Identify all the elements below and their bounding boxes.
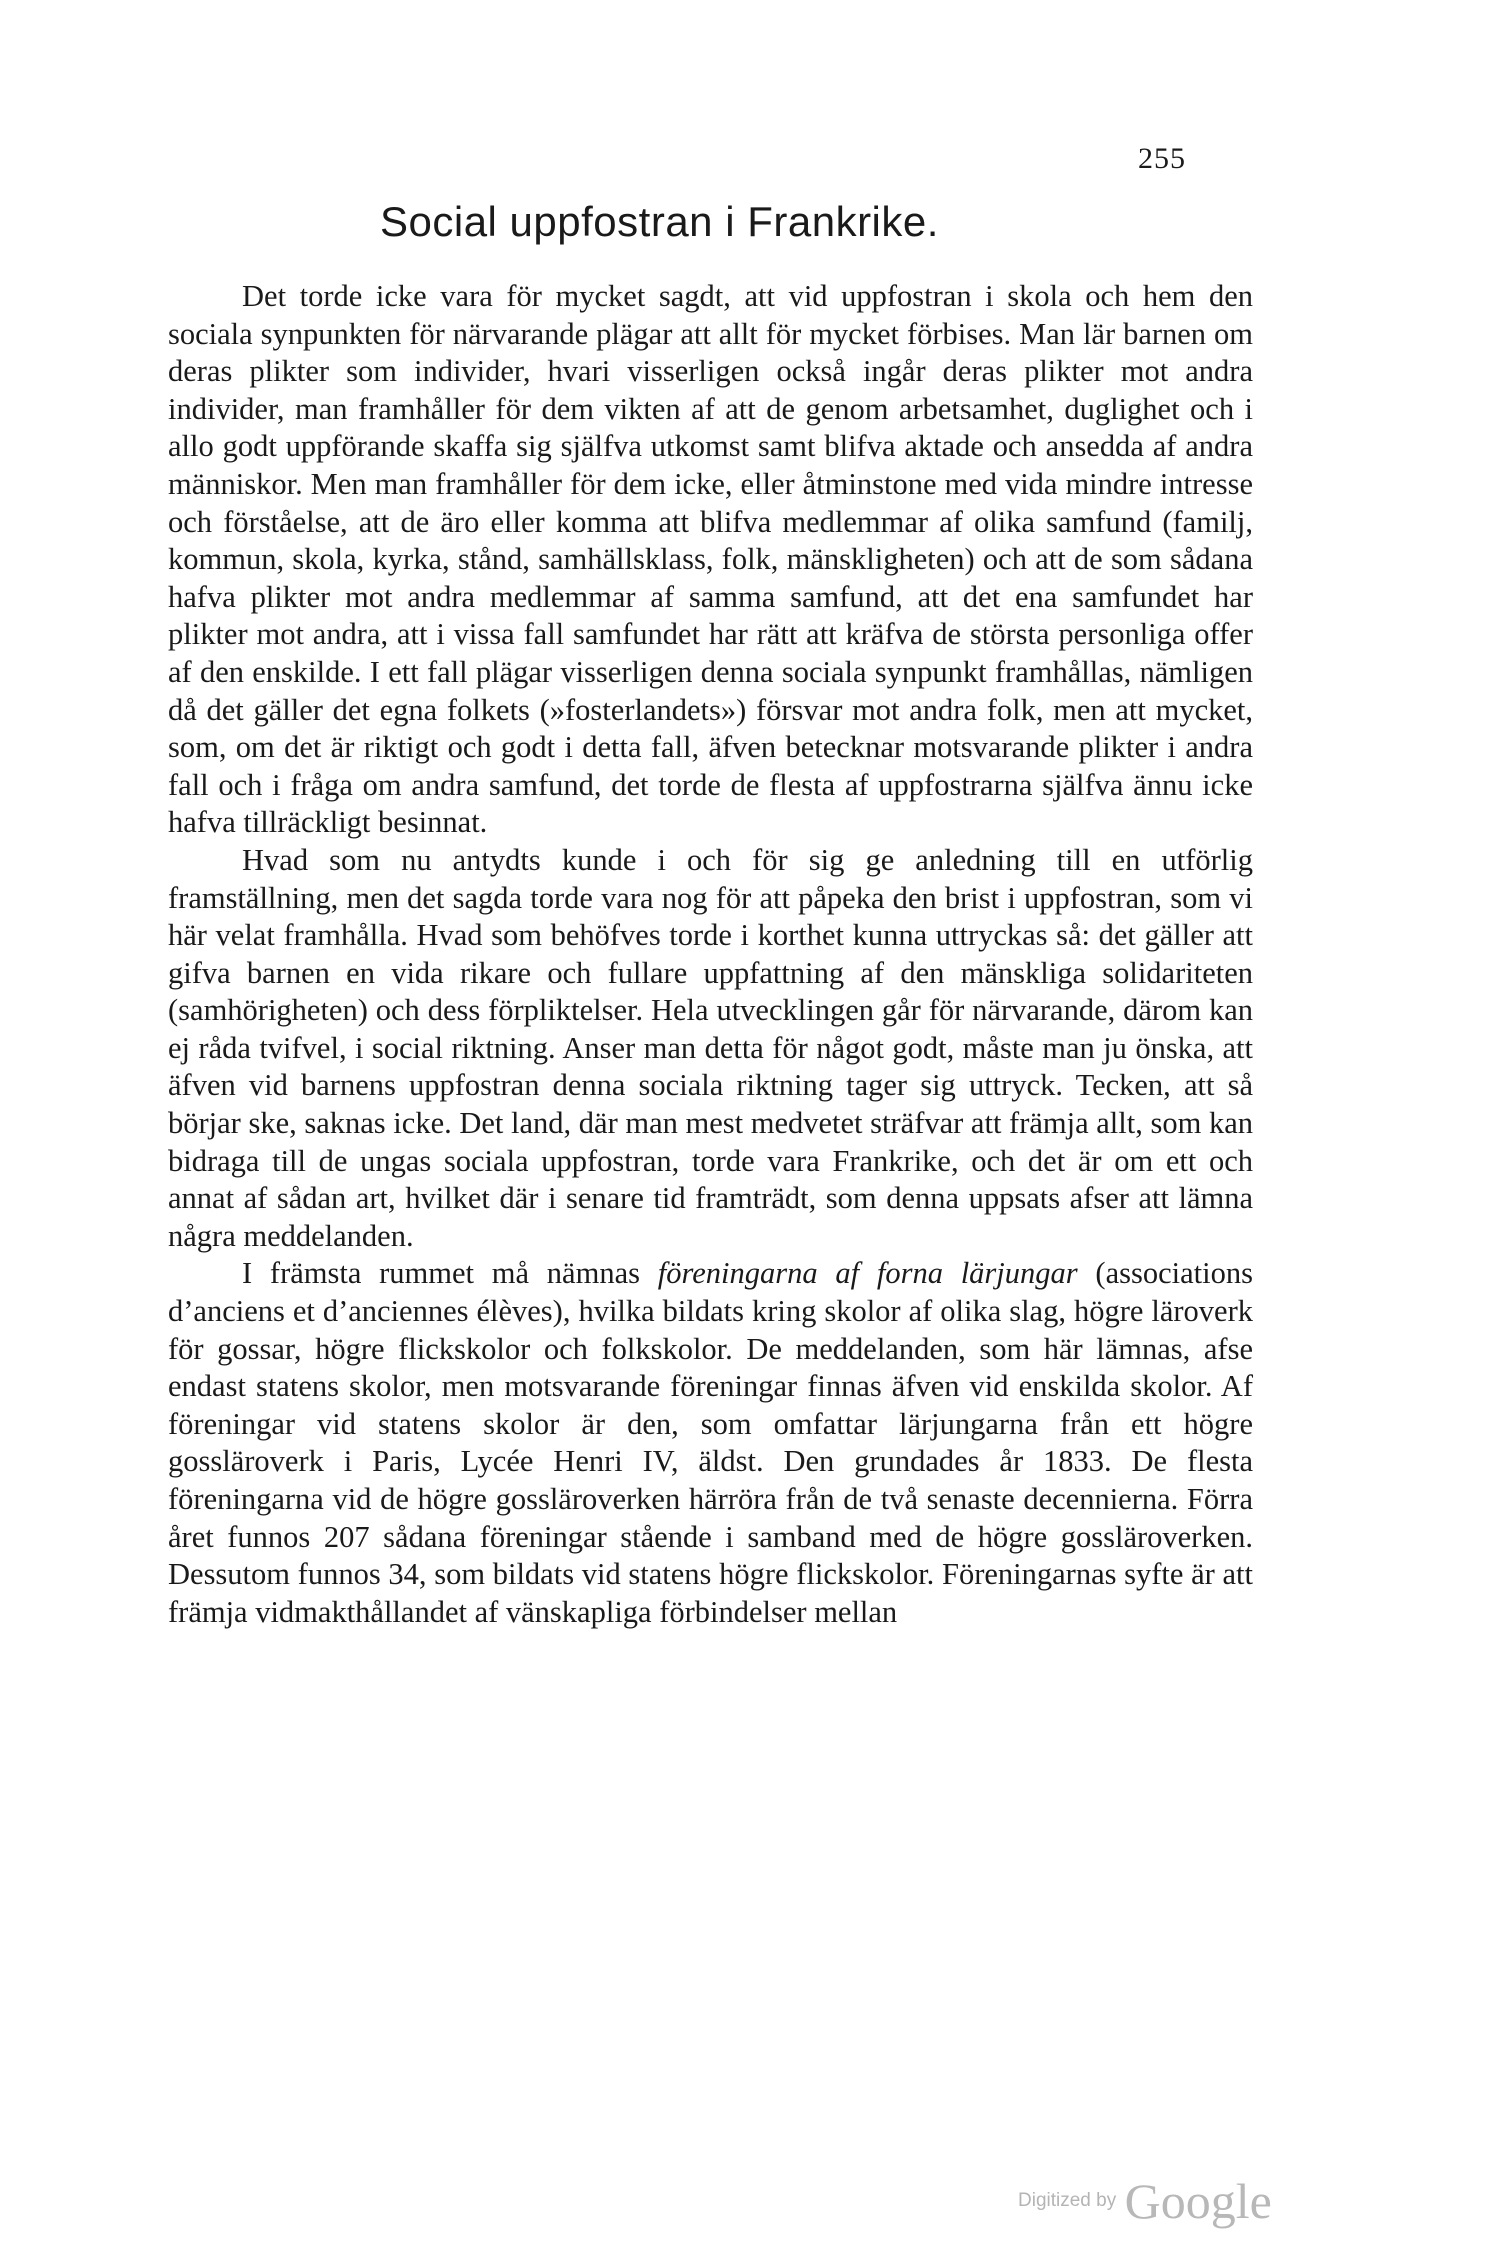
google-logo: Google: [1124, 2173, 1272, 2229]
paragraph-1: Det torde icke vara för mycket sagdt, att vid uppfostran i skola och hem den sociala synpunkten för närvarande plägar att allt för mycket förbises. Man lär barnen om deras plikter som individer, hvari visserligen också ingår deras plikter mot andra individer, man framhåller för dem vikten af att de genom arbetsamhet, duglighet och i allo godt uppförande skaffa sig själfva utkomst samt blifva aktade och ansedda af andra människor. Men man framhåller för dem icke, eller åtminstone med vida mindre intresse och förståelse, att de äro eller komma att blifva medlemmar af olika samfund (familj, kommun, skola, kyrka, stånd, samhällsklass, folk, mänskligheten) och att de som sådana hafva plikter mot andra medlemmar af samma samfund, att det ena samfundet har plikter mot andra, att i vissa fall samfundet har rätt att kräfva de största personliga offer af den enskilde. I ett fall plägar visserligen denna sociala synpunkt framhållas, nämligen då det gäller det egna folkets (»fosterlandets») försvar mot andra folk, men att mycket, som, om det är riktigt och godt i detta fall, äfven betecknar motsvarande plikter i andra fall och i fråga om andra samfund, det torde de flesta af uppfostrarna själfva ännu icke hafva tillräckligt besinnat.: [168, 279, 1253, 840]
paragraph-3: [168, 1255, 1253, 1631]
page-number: 255: [1138, 142, 1186, 175]
digitized-watermark: [1018, 2172, 1272, 2230]
paragraph-2: Hvad som nu antydts kunde i och för sig ge anledning till en utförlig framställning, men det sagda torde vara nog för att påpeka den brist i uppfostran, som vi här velat framhålla. Hvad som behöfves torde i korthet kunna uttryckas så: det gäller att gifva barnen en vida rikare och fullare uppfattning af den mänskliga solidariteten (samhörigheten) och dess förpliktelser. Hela utvecklingen går för närvarande, därom kan ej råda tvifvel, i social riktning. Anser man detta för något godt, måste man ju önska, att äfven vid barnens uppfostran denna sociala riktning tager sig uttryck. Tecken, att så börjar ske, saknas icke. Det land, där man mest medvetet sträfvar att främja allt, som kan bidraga till de ungas sociala uppfostran, torde vara Frankrike, och det är om ett och annat af sådan art, hvilket där i senare tid framträdt, som denna uppsats afser att lämna några meddelanden.: [168, 842, 1253, 1253]
paragraph-3-rest: (associations d’anciens et d’anciennes élèves), hvilka bildats kring skolor af olika slag, högre läroverk för gossar, högre flickskolor och folkskolor. De meddelanden, som här lämnas, afse endast statens skolor, men motsvarande föreningar finnas äfven vid enskilda skolor. Af föreningar vid statens skolor är den, som omfattar lärjungarna från ett högre gossläroverk i Paris, Lycée Henri IV, äldst. Den grundades år 1833. De flesta föreningarna vid de högre gossläroverken härröra från de två senaste decennierna. Förra året funnos 207 sådana föreningar stående i samband med de högre gossläroverken. Dessutom funnos 34, som bildats vid statens högre flickskolor. Föreningarnas syfte är att främja vidmakthållandet af vänskapliga förbindelser mellan: [168, 1256, 1253, 1629]
page-title: Social uppfostran i Frankrike.: [380, 198, 939, 245]
paragraph-3-lead: I främsta rummet må nämnas: [242, 1256, 658, 1291]
paragraph-3-emphasis: föreningarna af forna lärjungar: [657, 1256, 1078, 1291]
watermark-prefix: Digitized by: [1018, 2190, 1117, 2211]
body-text: [168, 278, 1253, 1631]
